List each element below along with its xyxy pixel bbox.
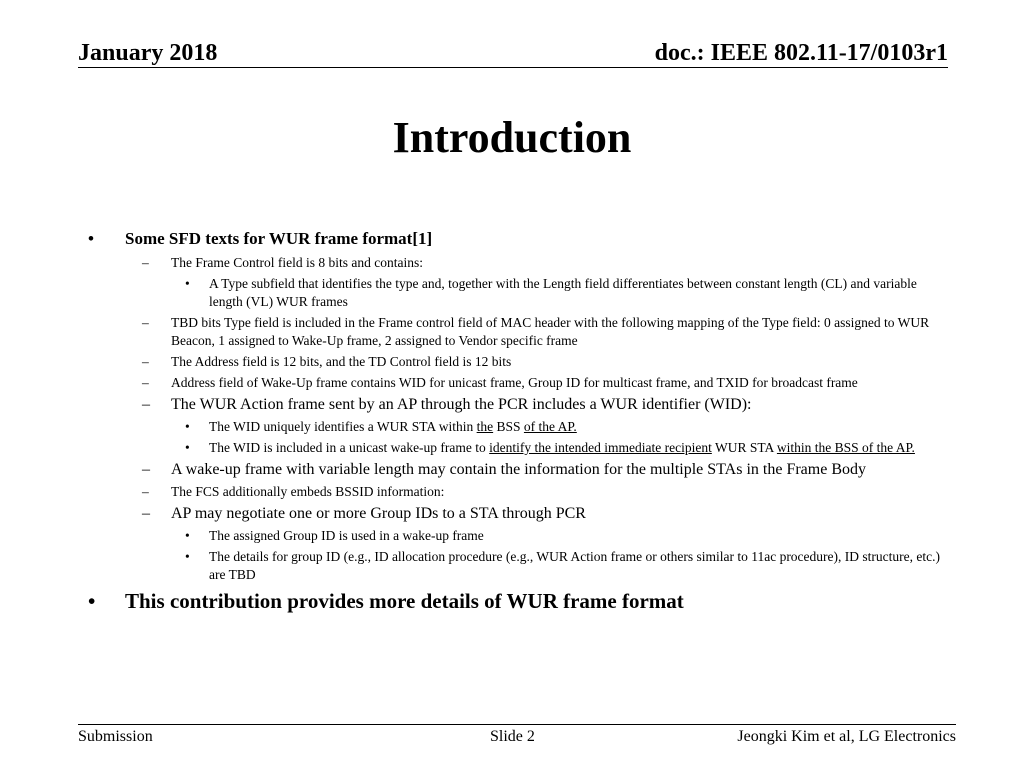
text-run: WUR STA bbox=[711, 440, 777, 455]
dash-marker: – bbox=[142, 461, 150, 478]
bullet-level2 bbox=[0, 353, 1024, 371]
dash-marker: – bbox=[142, 255, 149, 270]
dash-marker: – bbox=[142, 505, 150, 522]
dash-marker: – bbox=[142, 315, 149, 330]
bullet-marker: • bbox=[185, 440, 190, 455]
dash-marker: – bbox=[142, 354, 149, 369]
bullet-text: The Frame Control field is 8 bits and contains: bbox=[171, 255, 423, 270]
bullet-level2 bbox=[0, 254, 1024, 272]
bullet-level2 bbox=[0, 314, 1024, 350]
bullet-text: AP may negotiate one or more Group IDs to a STA through PCR bbox=[171, 505, 586, 522]
bullet-level2 bbox=[0, 395, 1024, 415]
slide-title: Introduction bbox=[392, 113, 632, 162]
bullet-text: Some SFD texts for WUR frame format[1] bbox=[125, 229, 433, 248]
dash-marker: – bbox=[142, 396, 150, 413]
bullet-text: The assigned Group ID is used in a wake-up frame bbox=[209, 528, 484, 543]
bullet-level2 bbox=[0, 374, 1024, 392]
underlined-text: of the AP. bbox=[523, 419, 577, 434]
bullet-text: A wake-up frame with variable length may contain the information for the multiple STAs in the Frame Body bbox=[171, 461, 866, 478]
bullet-level3 bbox=[0, 548, 1024, 584]
bullet-text bbox=[209, 440, 915, 455]
bullet-level2 bbox=[0, 483, 1024, 501]
header-date: January 2018 bbox=[78, 40, 218, 66]
underlined-text: within the BSS of the AP. bbox=[776, 440, 915, 455]
bullet-text: The FCS additionally embeds BSSID information: bbox=[171, 484, 445, 499]
underlined-text: the bbox=[476, 419, 494, 434]
bullet-text: TBD bits Type field is included in the Frame control field of MAC header with the following mapping of the Type field: 0 assigned to WUR Beacon, 1 assigned to Wake-Up frame, 2 assigned to Vendor specific frame bbox=[171, 315, 930, 348]
bullet-text: Address field of Wake-Up frame contains WID for unicast frame, Group ID for multicast frame, and TXID for broadcast frame bbox=[171, 375, 858, 390]
bullet-text: The details for group ID (e.g., ID allocation procedure (e.g., WUR Action frame or others similar to 11ac procedure), ID structure, etc.) are TBD bbox=[209, 549, 940, 582]
bullet-level3 bbox=[0, 527, 1024, 545]
footer-divider bbox=[78, 724, 956, 725]
bullet-level2 bbox=[0, 504, 1024, 524]
bullet-text: The Address field is 12 bits, and the TD Control field is 12 bits bbox=[171, 354, 512, 369]
bullet-level3 bbox=[0, 439, 1024, 457]
bullet-text: The WUR Action frame sent by an AP through the PCR includes a WUR identifier (WID): bbox=[171, 396, 752, 413]
footer-author: Jeongki Kim et al, LG Electronics bbox=[737, 728, 956, 745]
footer-slide-number: Slide 2 bbox=[490, 728, 535, 745]
bullet-level3 bbox=[0, 418, 1024, 436]
bullet-text: A Type subfield that identifies the type and, together with the Length field differentiates between constant length (CL) and variable length (VL) WUR frames bbox=[209, 276, 917, 309]
bullet-marker: • bbox=[185, 419, 190, 434]
bullet-marker: • bbox=[185, 549, 190, 564]
bullet-level2 bbox=[0, 460, 1024, 480]
slide-body bbox=[0, 228, 1024, 614]
bullet-marker: • bbox=[185, 276, 190, 291]
bullet-marker: • bbox=[88, 589, 96, 613]
text-run: BSS bbox=[493, 419, 524, 434]
bullet-level1 bbox=[0, 228, 1024, 250]
bullet-text bbox=[209, 419, 577, 434]
header-divider bbox=[78, 67, 948, 68]
footer-submission: Submission bbox=[78, 728, 153, 745]
text-run: The WID is included in a unicast wake-up frame to bbox=[209, 440, 490, 455]
text-run: The WID uniquely identifies a WUR STA within bbox=[209, 419, 477, 434]
underlined-text: identify the intended immediate recipient bbox=[489, 440, 712, 455]
dash-marker: – bbox=[142, 375, 149, 390]
header-doc-id: doc.: IEEE 802.11-17/0103r1 bbox=[654, 40, 948, 66]
bullet-level3 bbox=[0, 275, 1024, 311]
bullet-marker: • bbox=[185, 528, 190, 543]
bullet-level1 bbox=[0, 588, 1024, 614]
bullet-text: This contribution provides more details of WUR frame format bbox=[125, 589, 684, 613]
bullet-marker: • bbox=[88, 229, 94, 248]
dash-marker: – bbox=[142, 484, 149, 499]
